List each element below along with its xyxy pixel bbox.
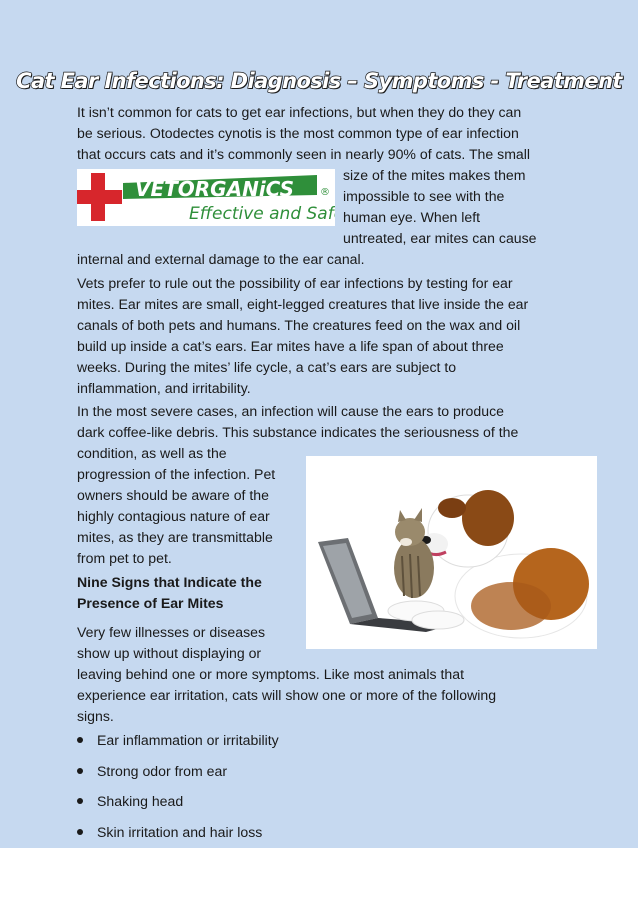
text-line: It isn’t common for cats to get ear infections, but when they do they can [77, 104, 522, 120]
heading-line: Presence of Ear Mites [77, 595, 224, 611]
logo-brand-text: VETORGANiCS [135, 177, 295, 201]
vetorganics-logo [77, 169, 335, 226]
cat-dog-laptop-photo [306, 456, 597, 649]
text-line: that occurs cats and it’s commonly seen in nearly 90% of cats. The small [77, 146, 531, 162]
text-line: be serious. Otodectes cynotis is the most common type of ear infection [77, 125, 519, 141]
text-line: impossible to see with the [343, 188, 505, 204]
text-line: weeks. During the mites’ life cycle, a cat’s ears are subject to [77, 359, 457, 375]
text-line: Vets prefer to rule out the possibility of ear infections by testing for ear [77, 275, 513, 291]
text-line: build up inside a cat’s ears. Ear mites have a life span of about three [77, 338, 504, 354]
text-line: internal and external damage to the ear canal. [77, 251, 365, 267]
text-line: condition, as well as the [77, 445, 227, 461]
text-line: highly contagious nature of ear [77, 508, 270, 524]
text-line: dark coffee-like debris. This substance indicates the seriousness of the [77, 424, 519, 440]
text-line: leaving behind one or more symptoms. Like most animals that [77, 666, 464, 682]
list-item: Strong odor from ear [77, 761, 279, 792]
text-line: progression of the infection. Pet [77, 466, 276, 482]
text-line: mites. Ear mites are small, eight-legged creatures that live inside the ear [77, 296, 529, 312]
text-line: In the most severe cases, an infection will cause the ears to produce [77, 403, 504, 419]
text-line: size of the mites makes them [343, 167, 526, 183]
paragraph-diagnosis [77, 273, 528, 399]
list-item: Skin irritation and hair loss [77, 822, 279, 853]
text-line: human eye. When left [343, 209, 481, 225]
section-heading [77, 572, 262, 614]
text-line: mites, as they are transmittable [77, 529, 273, 545]
text-line: signs. [77, 708, 114, 724]
paragraph-symptoms-intro [77, 622, 496, 727]
logo-tagline: Effective and Safe [189, 204, 335, 224]
text-line: Very few illnesses or diseases [77, 624, 266, 640]
text-line: experience ear irritation, cats will show one or more of the following [77, 687, 497, 703]
symptoms-list [77, 730, 279, 852]
list-item: Shaking head [77, 791, 279, 822]
text-line: show up without displaying or [77, 645, 262, 661]
page-title: Cat Ear Infections: Diagnosis – Symptoms - Treatment [16, 69, 622, 93]
logo-graphic [77, 169, 335, 226]
text-line: canals of both pets and humans. The creatures feed on the wax and oil [77, 317, 521, 333]
registered-mark: ® [320, 187, 330, 198]
text-line: inflammation, and irritability. [77, 380, 251, 396]
text-line: owners should be aware of the [77, 487, 269, 503]
photo-illustration [306, 456, 597, 649]
heading-line: Nine Signs that Indicate the [77, 574, 262, 590]
list-item: Ear inflammation or irritability [77, 730, 279, 761]
text-line: from pet to pet. [77, 550, 172, 566]
text-line: untreated, ear mites can cause [343, 230, 537, 246]
